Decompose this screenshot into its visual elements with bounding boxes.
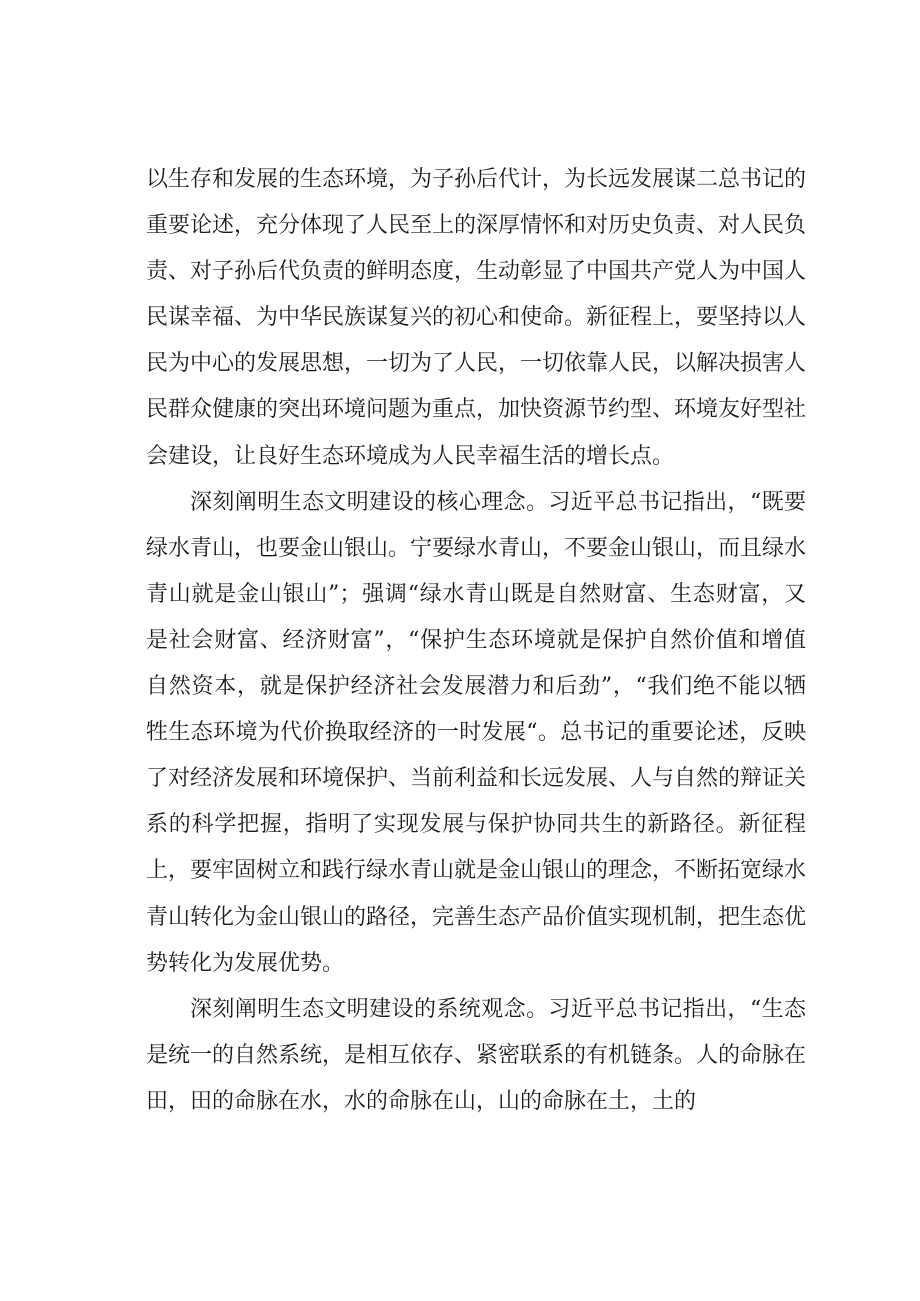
paragraph-2: 深刻阐明生态文明建设的核心理念。习近平总书记指出，“既要绿水青山，也要金山银山。宁要绿水青山，不要金山银山，而且绿水青山就是金山银山”；强调“绿水青山既是自然财富、生态财富，又是社会财富、经济财富”，“保护生态环境就是保护自然价值和增值自然资本，就是保护经济社会发展潜力和后劲”，“我们绝不能以牺牲生态环境为代价换取经济的一时发展“。总书记的重要论述，反映了对经济发展和环境保护、当前利益和长远发展、人与自然的辩证关系的科学把握，指明了实现发展与保护协同共生的新路径。新征程上，要牢固树立和践行绿水青山就是金山银山的理念，不断拓宽绿水青山转化为金山银山的路径，完善生态产品价值实现机制，把生态优势转化为发展优势。 bbox=[146, 489, 807, 976]
paragraph-1: 以生存和发展的生态环境，为子孙后代计，为长远发展谋二总书记的重要论述，充分体现了人民至上的深厚情怀和对历史负责、对人民负责、对子孙后代负责的鲜明态度，生动彰显了中国共产党人为中国人民谋幸福、为中华民族谋复兴的初心和使命。新征程上，要坚持以人民为中心的发展思想，一切为了人民，一切依靠人民，以解决损害人民群众健康的突出环境问题为重点，加快资源节约型、环境友好型社会建设，让良好生态环境成为人民幸福生活的增长点。 bbox=[146, 167, 807, 469]
paragraph-3: 深刻阐明生态文明建设的系统观念。习近平总书记指出，“生态是统一的自然系统，是相互依存、紧密联系的有机链条。人的命脉在田，田的命脉在水，水的命脉在山，山的命脉在土，土的 bbox=[146, 996, 807, 1114]
body-text bbox=[146, 157, 806, 1125]
